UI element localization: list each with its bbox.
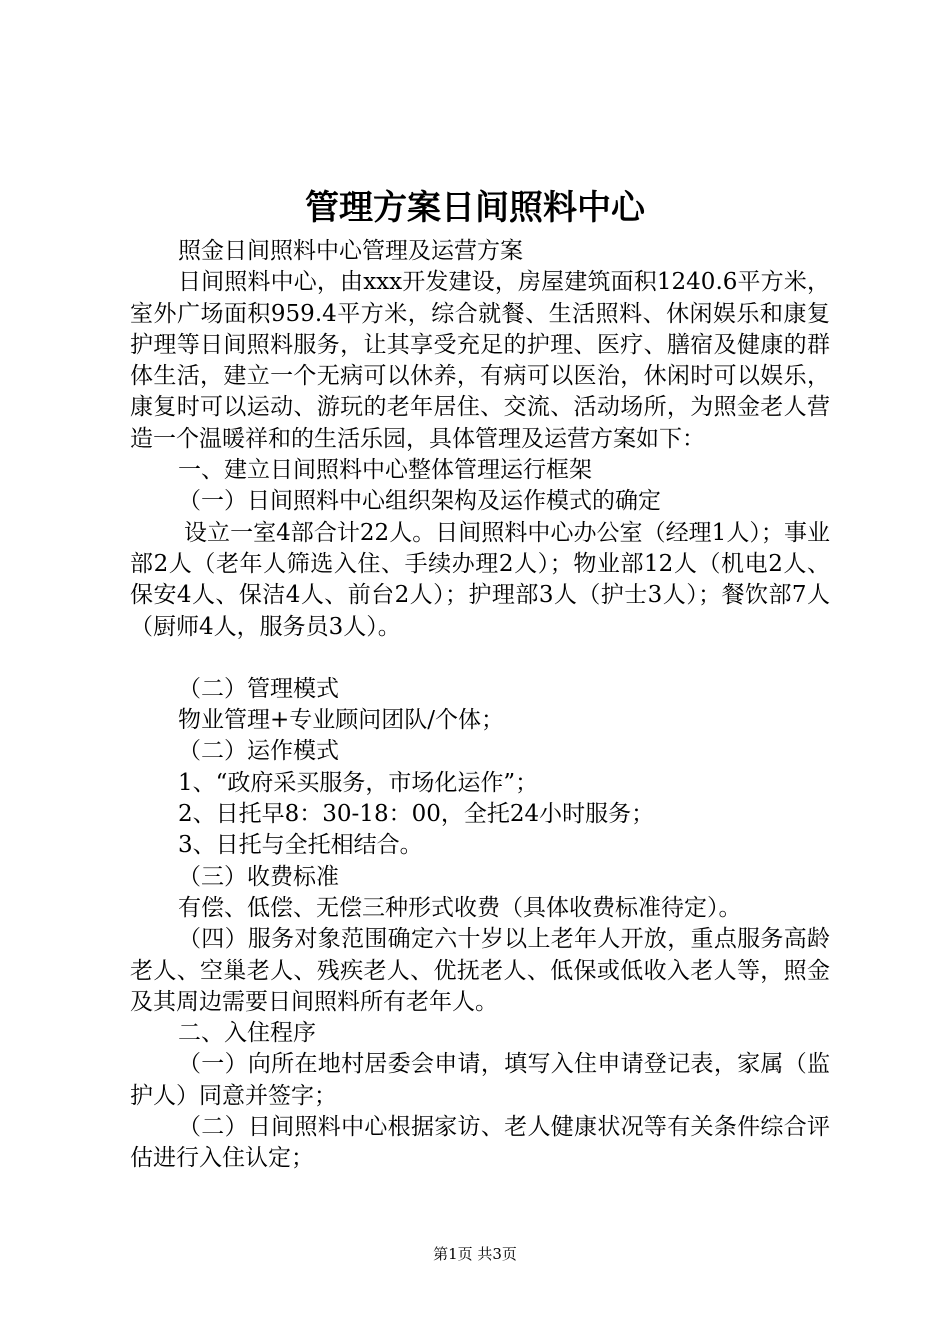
paragraph-text: 有偿、低偿、无偿三种形式收费（具体收费标准待定）。 [178, 894, 742, 921]
subsection-heading: （一）日间照料中心组织架构及运作模式的确定 [178, 488, 661, 515]
document-title: 管理方案日间照料中心 [305, 188, 645, 228]
list-item: 3、日托与全托相结合。 [178, 832, 423, 859]
paragraph-intro: 日间照料中心，由xxx开发建设，房屋建筑面积1240.6平方米，室外广场面积959.4平方米，综合就餐、生活照料、休闲娱乐和康复护理等日间照料服务，让其享受充足的护理、医疗、膳宿及健康的群体生活，建立一个无病可以休养，有病可以医治，休闲时可以娱乐，康复时可以运动、游玩的老年居住、交流、活动场所，为照金老人营造一个温暖祥和的生活乐园，具体管理及运营方案如下： [130, 269, 830, 452]
section-heading-2: 二、入住程序 [178, 1020, 316, 1047]
subsection-heading: （二）管理模式 [178, 675, 339, 702]
paragraph-text: （二）日间照料中心根据家访、老人健康状况等有关条件综合评估进行入住认定； [130, 1114, 830, 1172]
subsection-heading: （三）收费标准 [178, 863, 339, 890]
paragraph-text: 物业管理+专业顾问团队/个体； [178, 707, 505, 734]
paragraph-service-scope: （四）服务对象范围确定六十岁以上老年人开放，重点服务高龄老人、空巢老人、残疾老人、优抚老人、低保或低收入老人等，照金及其周边需要日间照料所有老年人。 [130, 926, 830, 1015]
paragraph-organization: 设立一室4部合计22人。日间照料中心办公室（经理1人）；事业部2人（老年人筛选入住、手续办理2人）；物业部12人（机电2人、保安4人、保洁4人、前台2人）；护理部3人（护士3人）；餐饮部7人（厨师4人，服务员3人）。 [130, 519, 830, 640]
list-item: 1、“政府采买服务，市场化运作”； [178, 769, 539, 796]
subsection-heading: （二）运作模式 [178, 738, 339, 765]
paragraph-text: （一）向所在地村居委会申请，填写入住申请登记表，家属（监护人）同意并签字； [130, 1051, 830, 1109]
document-body [130, 236, 830, 1175]
section-heading-1: 一、建立日间照料中心整体管理运行框架 [178, 457, 592, 484]
page-footer: 第1页 共3页 [433, 1245, 517, 1263]
paragraph-subtitle: 照金日间照料中心管理及运营方案 [178, 238, 523, 264]
list-item: 2、日托早8：30-18：00，全托24小时服务； [178, 801, 655, 828]
paragraph-spacer [130, 643, 830, 674]
